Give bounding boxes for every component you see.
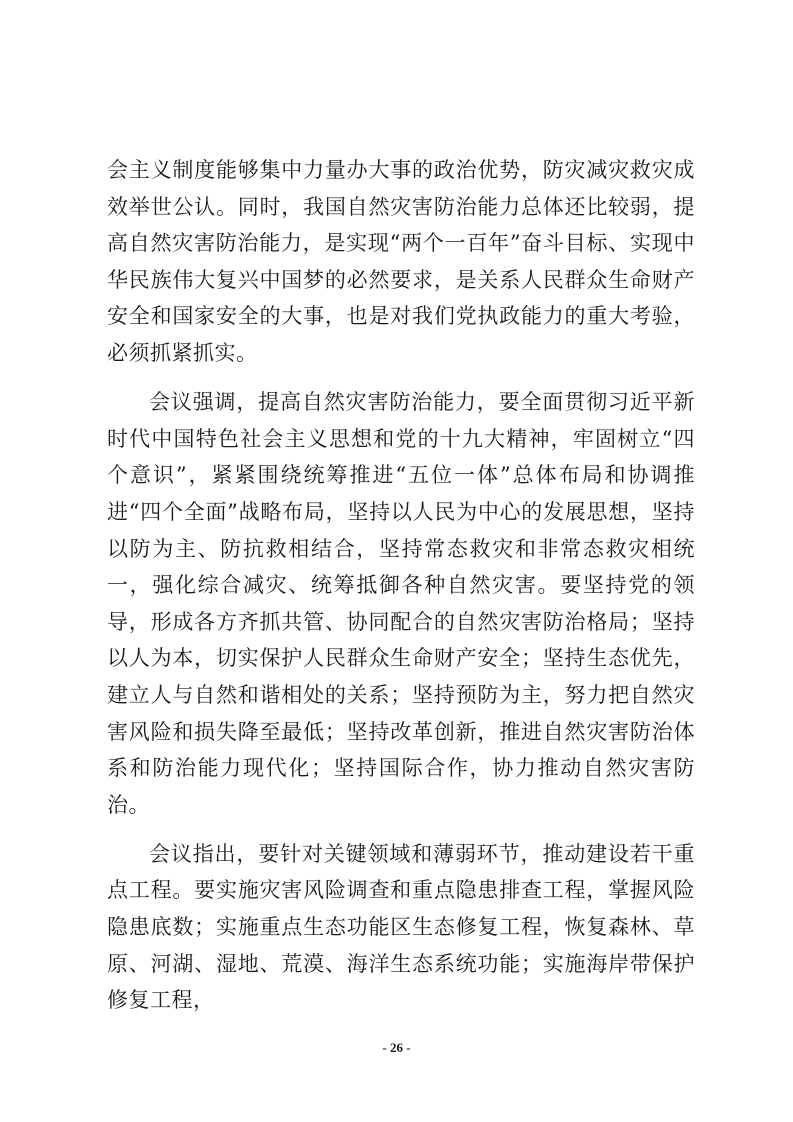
page-number: - 26 -: [382, 1040, 411, 1055]
paragraph-3: 会议指出，要针对关键领域和薄弱环节，推动建设若干重点工程。要实施灾害风险调查和重点隐患排查工程，掌握风险隐患底数；实施重点生态功能区生态修复工程，恢复森林、草原、河湖、湿地、荒漠、海洋生态系统功能；实施海岸带保护修复工程，: [107, 841, 695, 1013]
body-text: [107, 152, 695, 1019]
paragraph-2: 会议强调，提高自然灾害防治能力，要全面贯彻习近平新时代中国特色社会主义思想和党的十九大精神，牢固树立“四个意识”，紧紧围绕统筹推进“五位一体”总体布局和协调推进“四个全面”战略布局，坚持以人民为中心的发展思想，坚持以防为主、防抗救相结合，坚持常态救灾和非常态救灾相统一，强化综合减灾、统筹抵御各种自然灾害。要坚持党的领导，形成各方齐抓共管、协同配合的自然灾害防治格局；坚持以人为本，切实保护人民群众生命财产安全；坚持生态优先，建立人与自然和谐相处的关系；坚持预防为主，努力把自然灾害风险和损失降至最低；坚持改革创新，推进自然灾害防治体系和防治能力现代化；坚持国际合作，协力推动自然灾害防治。: [107, 390, 695, 817]
paragraph-1: 会主义制度能够集中力量办大事的政治优势，防灾减灾救灾成效举世公认。同时，我国自然灾害防治能力总体还比较弱，提高自然灾害防治能力，是实现“两个一百年”奋斗目标、实现中华民族伟大复兴中国梦的必然要求，是关系人民群众生命财产安全和国家安全的大事，也是对我们党执政能力的重大考验，必须抓紧抓实。: [107, 158, 695, 365]
